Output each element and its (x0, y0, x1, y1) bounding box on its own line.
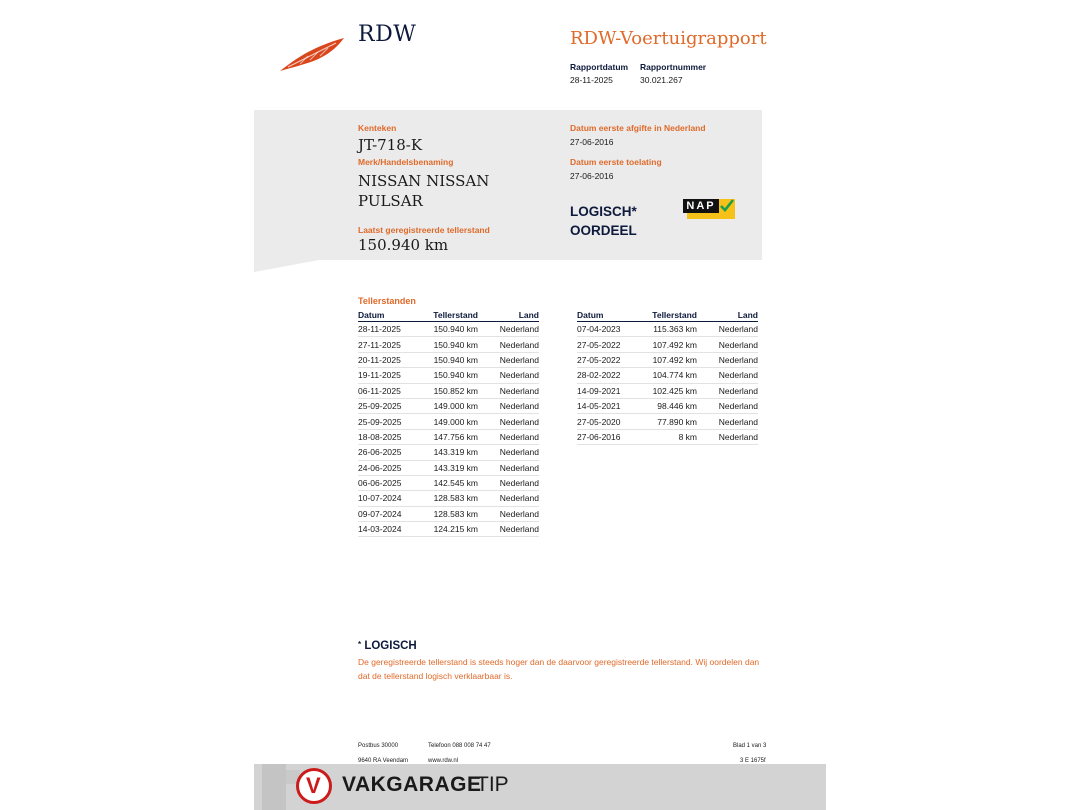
table-row (358, 414, 539, 429)
tellerstand-value: 150.940 km (358, 236, 449, 254)
row-land: Nederland (478, 475, 539, 490)
row-land: Nederland (478, 398, 539, 413)
nap-text: NAP (683, 199, 719, 213)
table-row (358, 475, 539, 490)
row-datum: 14-09-2021 (577, 383, 639, 398)
row-tellerstand: 8 km (639, 429, 697, 444)
row-datum: 10-07-2024 (358, 491, 420, 506)
table-row (358, 322, 539, 337)
row-land: Nederland (478, 429, 539, 444)
row-tellerstand: 124.215 km (420, 522, 478, 537)
row-land: Nederland (478, 352, 539, 367)
vakgarage-brand: VAKGARAGE (342, 773, 482, 796)
col-tellerstand: Tellerstand (639, 309, 697, 322)
table-row (358, 352, 539, 367)
toelating-label: Datum eerste toelating (570, 157, 662, 167)
col-datum: Datum (577, 309, 639, 322)
rapportdatum-label: Rapportdatum (570, 62, 629, 72)
verdict-line1: LOGISCH* (570, 204, 637, 219)
row-tellerstand: 104.774 km (639, 368, 697, 383)
footnote-title-text: LOGISCH (364, 640, 417, 652)
row-land: Nederland (697, 352, 758, 367)
toelating-value: 27-06-2016 (570, 171, 614, 181)
row-land: Nederland (478, 460, 539, 475)
footer-telefoon: Telefoon 088 008 74 47 (428, 743, 491, 749)
footer-code: 3 E 1675f (740, 758, 766, 764)
row-tellerstand: 150.852 km (420, 383, 478, 398)
row-land: Nederland (697, 322, 758, 337)
col-tellerstand: Tellerstand (420, 309, 478, 322)
table-row (577, 337, 758, 352)
row-land: Nederland (478, 445, 539, 460)
row-land: Nederland (478, 414, 539, 429)
vakgarage-check-icon: V (306, 773, 321, 798)
row-datum: 25-09-2025 (358, 398, 420, 413)
table-row (358, 460, 539, 475)
vakgarage-tip: TIP (476, 773, 509, 796)
row-land: Nederland (697, 414, 758, 429)
table-row (577, 352, 758, 367)
row-datum: 18-08-2025 (358, 429, 420, 444)
table-row (358, 522, 539, 537)
row-datum: 27-06-2016 (577, 429, 639, 444)
rapportnummer-label: Rapportnummer (640, 62, 707, 72)
row-datum: 06-11-2025 (358, 383, 420, 398)
table-row (577, 383, 758, 398)
row-land: Nederland (697, 368, 758, 383)
row-datum: 28-11-2025 (358, 322, 420, 337)
footnote-title: * LOGISCH (358, 640, 417, 652)
row-datum: 27-05-2022 (577, 337, 639, 352)
verdict-line2: OORDEEL (570, 223, 637, 238)
row-tellerstand: 128.583 km (420, 506, 478, 521)
row-land: Nederland (478, 337, 539, 352)
row-datum: 27-11-2025 (358, 337, 420, 352)
merk-value-line1: NISSAN NISSAN (358, 172, 490, 190)
table-row (577, 368, 758, 383)
tellerstanden-table-left (358, 309, 539, 537)
nap-check-icon (719, 198, 735, 214)
table-row (577, 398, 758, 413)
row-land: Nederland (478, 383, 539, 398)
row-tellerstand: 150.940 km (420, 322, 478, 337)
tellerstanden-table-right (577, 309, 758, 445)
table-row (577, 429, 758, 444)
row-tellerstand: 150.940 km (420, 368, 478, 383)
tellerstanden-title: Tellerstanden (358, 296, 416, 306)
row-tellerstand: 147.756 km (420, 429, 478, 444)
row-land: Nederland (478, 491, 539, 506)
row-land: Nederland (697, 383, 758, 398)
rdw-feather-logo-icon (278, 34, 350, 74)
nap-badge (683, 199, 735, 219)
tellerstand-label: Laatst geregistreerde tellerstand (358, 225, 490, 235)
footer-website: www.rdw.nl (428, 758, 459, 764)
table-row (358, 491, 539, 506)
row-land: Nederland (697, 398, 758, 413)
kenteken-value: JT-718-K (358, 136, 423, 154)
row-datum: 14-03-2024 (358, 522, 420, 537)
table-header-row (358, 309, 539, 322)
row-datum: 19-11-2025 (358, 368, 420, 383)
rdw-logo-text: RDW (358, 22, 417, 47)
row-datum: 09-07-2024 (358, 506, 420, 521)
row-tellerstand: 143.319 km (420, 460, 478, 475)
footnote-text: De geregistreerde tellerstand is steeds hoger dan de daarvoor geregistreerde tellerstand. Wij oordelen dan dat de tellerstand logisch verklaarbaar is. (358, 657, 760, 681)
row-land: Nederland (697, 429, 758, 444)
kenteken-label: Kenteken (358, 123, 397, 133)
row-datum: 20-11-2025 (358, 352, 420, 367)
row-tellerstand: 107.492 km (639, 337, 697, 352)
table-row (577, 414, 758, 429)
row-datum: 24-06-2025 (358, 460, 420, 475)
table-header-row (577, 309, 758, 322)
afgifte-label: Datum eerste afgifte in Nederland (570, 123, 706, 133)
footer-postbus: Postbus 30000 (358, 743, 399, 749)
row-tellerstand: 143.319 km (420, 445, 478, 460)
table-row (358, 429, 539, 444)
table-row (358, 398, 539, 413)
row-datum: 27-05-2020 (577, 414, 639, 429)
row-tellerstand: 149.000 km (420, 398, 478, 413)
row-datum: 14-05-2021 (577, 398, 639, 413)
row-datum: 25-09-2025 (358, 414, 420, 429)
report-title: RDW-Voertuigrapport (570, 28, 767, 49)
row-tellerstand: 149.000 km (420, 414, 478, 429)
row-tellerstand: 142.545 km (420, 475, 478, 490)
logisch-oordeel (570, 202, 637, 240)
footer-plaats: 9640 RA Veendam (358, 758, 409, 764)
row-land: Nederland (478, 522, 539, 537)
rapportdatum-value: 28-11-2025 (570, 75, 613, 85)
col-land: Land (478, 309, 539, 322)
rapportnummer-value: 30.021.267 (640, 75, 683, 85)
table-row (358, 383, 539, 398)
row-land: Nederland (697, 337, 758, 352)
row-land: Nederland (478, 506, 539, 521)
afgifte-value: 27-06-2016 (570, 137, 614, 147)
row-datum: 07-04-2023 (577, 322, 639, 337)
table-row (577, 322, 758, 337)
row-tellerstand: 128.583 km (420, 491, 478, 506)
row-tellerstand: 77.890 km (639, 414, 697, 429)
row-datum: 06-06-2025 (358, 475, 420, 490)
row-tellerstand: 107.492 km (639, 352, 697, 367)
row-tellerstand: 150.940 km (420, 337, 478, 352)
col-land: Land (697, 309, 758, 322)
footer-blad: Blad 1 van 3 (733, 743, 767, 749)
row-tellerstand: 102.425 km (639, 383, 697, 398)
table-row (358, 368, 539, 383)
row-tellerstand: 150.940 km (420, 352, 478, 367)
row-datum: 26-06-2025 (358, 445, 420, 460)
row-land: Nederland (478, 322, 539, 337)
table-row (358, 337, 539, 352)
panel-tail (254, 260, 319, 272)
vakgarage-watermark-bar (254, 764, 826, 810)
row-datum: 27-05-2022 (577, 352, 639, 367)
table-row (358, 506, 539, 521)
merk-value-line2: PULSAR (358, 192, 423, 210)
table-row (358, 445, 539, 460)
col-datum: Datum (358, 309, 420, 322)
row-tellerstand: 98.446 km (639, 398, 697, 413)
row-datum: 28-02-2022 (577, 368, 639, 383)
row-tellerstand: 115.363 km (639, 322, 697, 337)
row-land: Nederland (478, 368, 539, 383)
merk-label: Merk/Handelsbenaming (358, 157, 454, 167)
